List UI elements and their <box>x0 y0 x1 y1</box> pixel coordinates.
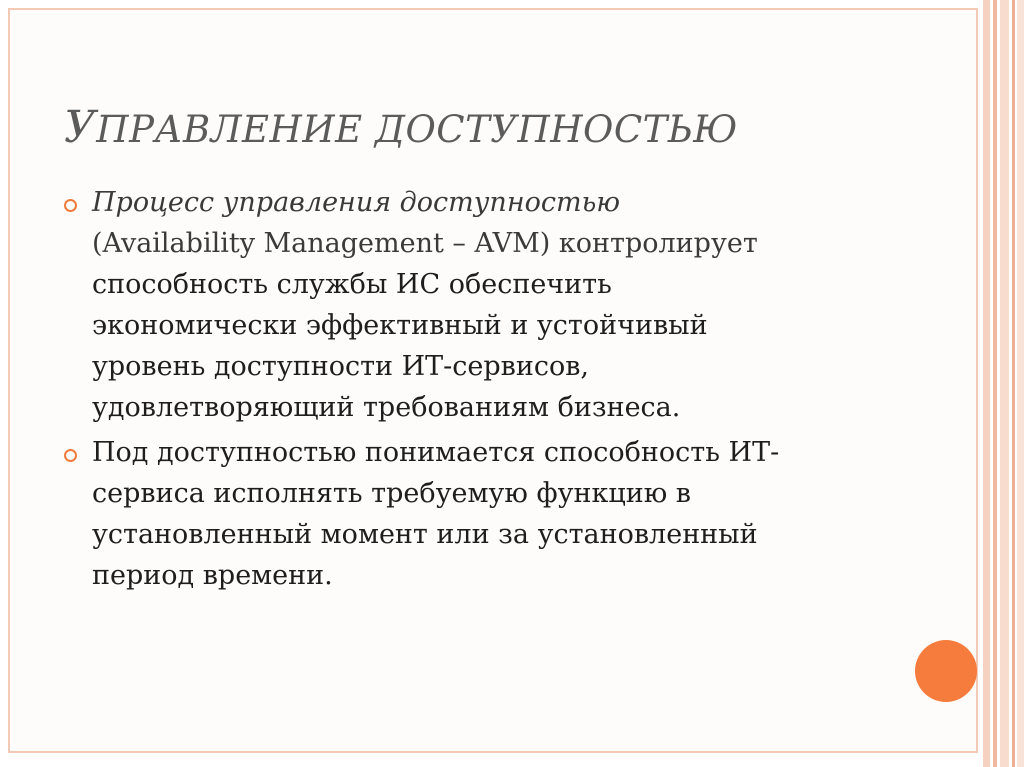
bullet-text-line: (Availability Management – AVM) контролирует <box>92 228 758 259</box>
decorative-stripe <box>993 0 997 767</box>
bullet-text-line: экономически эффективный и устойчивый <box>92 310 708 341</box>
decorative-orange-circle <box>915 640 977 702</box>
slide-title <box>64 102 738 153</box>
bullet-text-line: установленный момент или за установленный <box>92 519 758 550</box>
ring-bullet-icon <box>64 449 77 462</box>
bullet-item-availability-process <box>64 182 894 428</box>
title-first-letter: У <box>64 102 97 153</box>
bullet-list <box>64 182 894 596</box>
decorative-stripe <box>1017 0 1024 767</box>
decorative-stripe <box>1012 0 1015 767</box>
bullet-text-line: способность службы ИС обеспечить <box>92 269 612 300</box>
bullet-text-line: сервиса исполнять требуемую функцию в <box>92 478 691 509</box>
decorative-stripe <box>1000 0 1009 767</box>
ring-bullet-icon <box>64 199 77 212</box>
bullet-text-line: Процесс управления доступностью <box>92 187 621 218</box>
bullet-text-line: период времени. <box>92 560 333 591</box>
title-rest: ПРАВЛЕНИЕ ДОСТУПНОСТЬЮ <box>96 108 738 151</box>
bullet-text-line: удовлетворяющий требованиям бизнеса. <box>92 392 681 423</box>
bullet-item-availability-definition <box>64 432 894 596</box>
bullet-text-line: уровень доступности ИТ-сервисов, <box>92 351 590 382</box>
decorative-stripe <box>983 0 990 767</box>
bullet-text-line: Под доступностью понимается способность ИТ- <box>92 437 780 468</box>
